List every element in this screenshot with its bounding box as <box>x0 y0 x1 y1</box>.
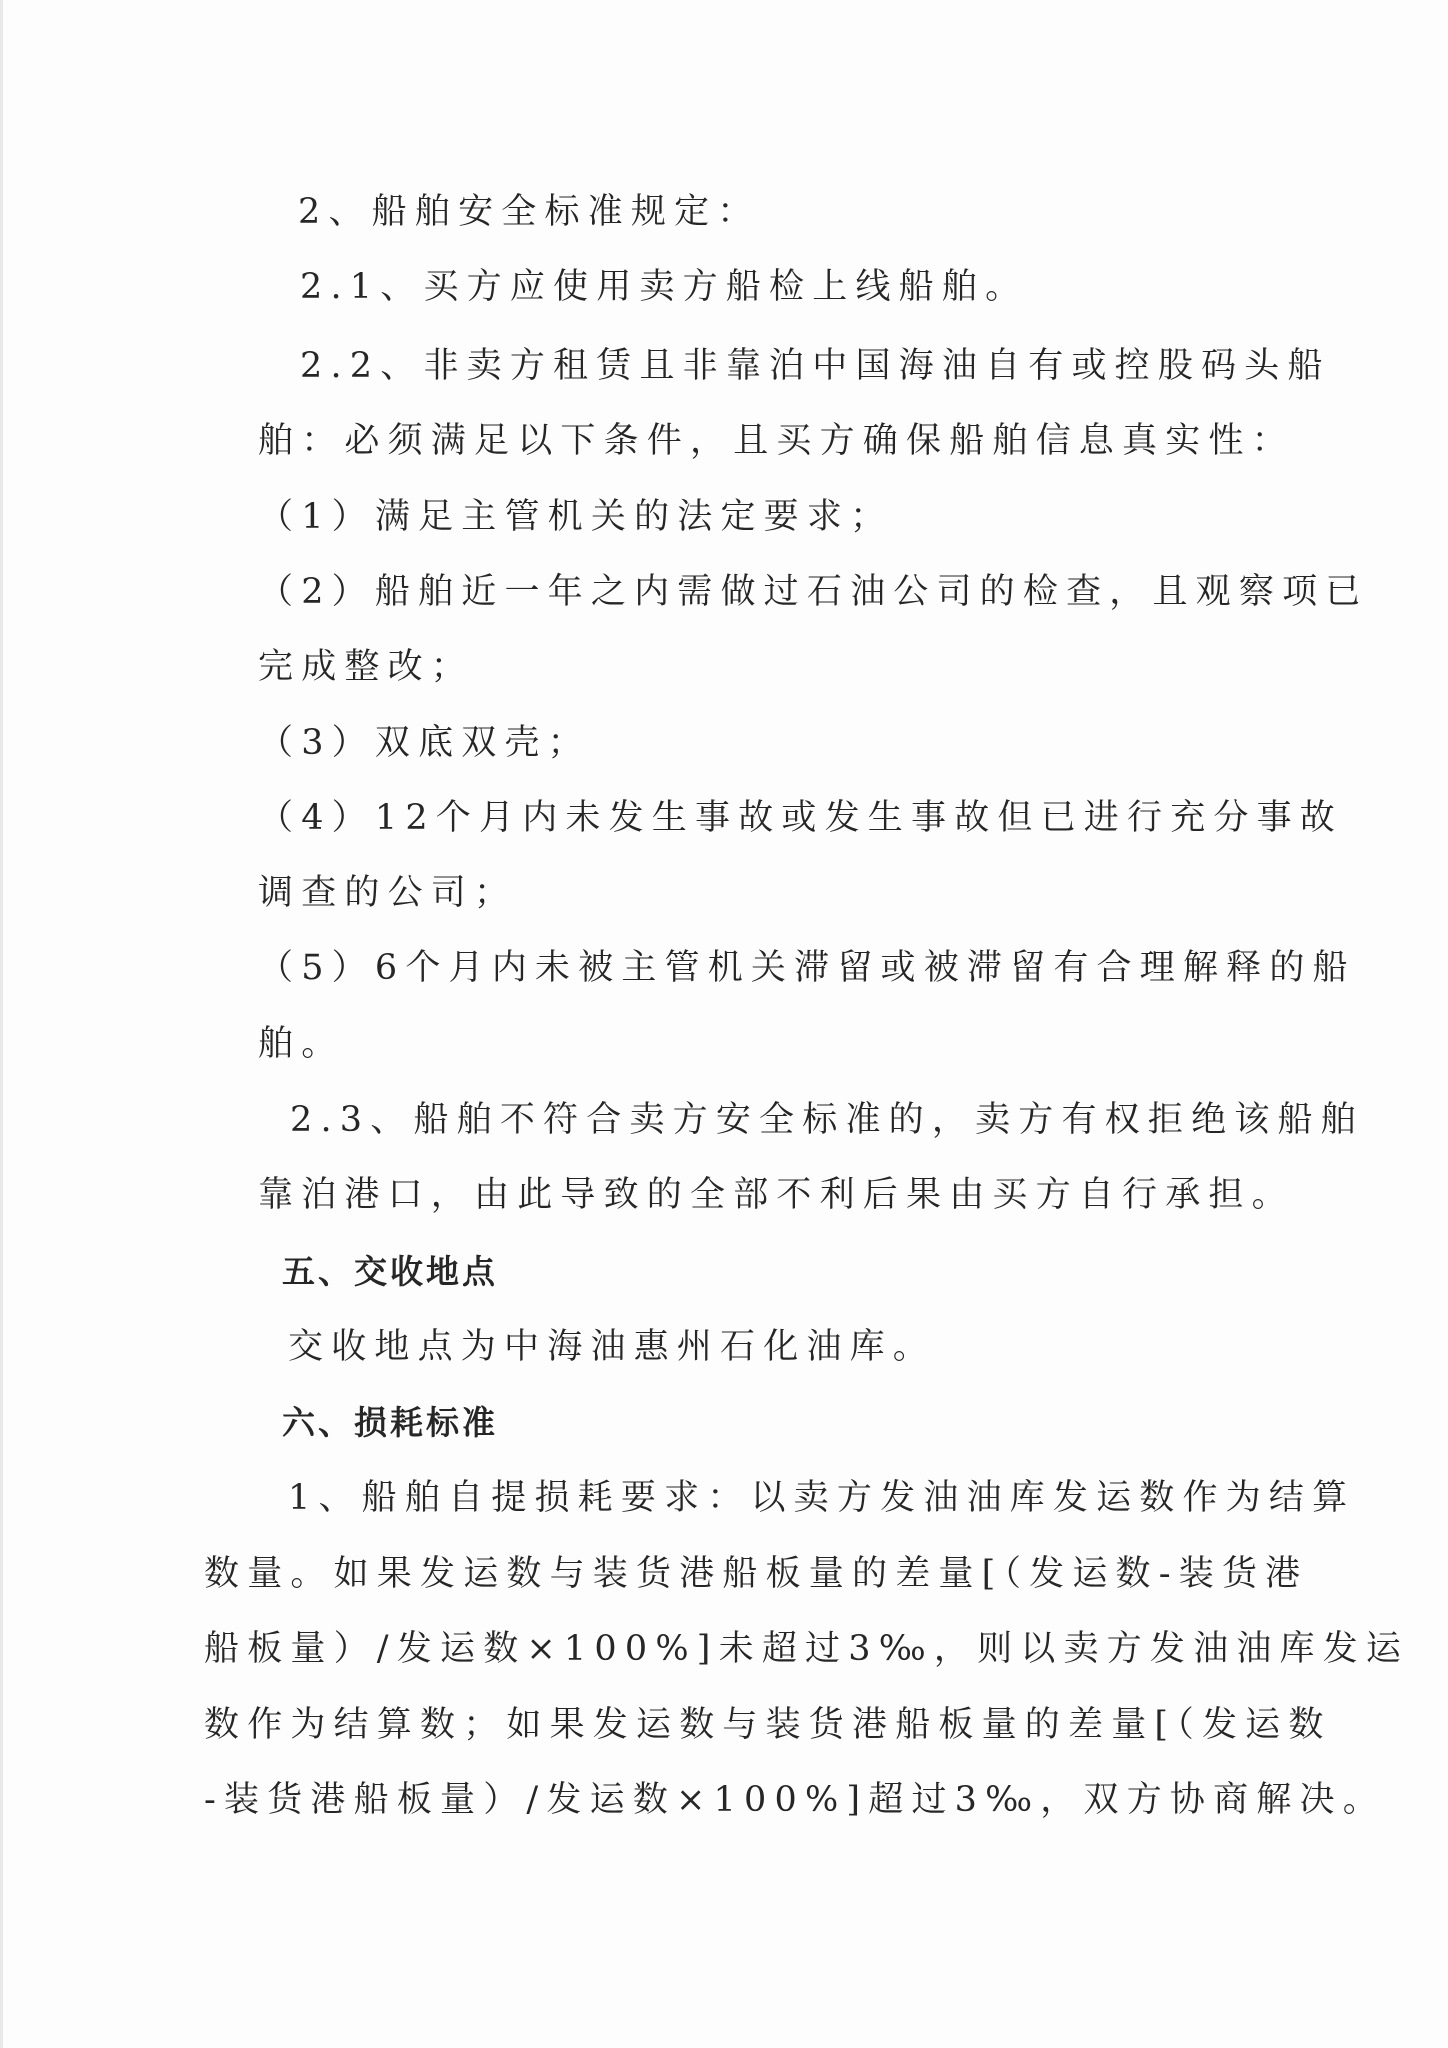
clause-2-2-line-1: 2.2、非卖方租赁且非靠泊中国海油自有或控股码头船 <box>300 346 1331 386</box>
clause-2-2-line-2: 舶：必须满足以下条件，且买方确保船舶信息真实性： <box>258 421 1295 461</box>
condition-3: （3）双底双壳； <box>258 723 591 763</box>
loss-rule-line-3: 船板量）/发运数×100%]未超过3‰，则以卖方发油油库发运 <box>204 1629 1410 1669</box>
loss-rule-line-4: 数作为结算数；如果发运数与装货港船板量的差量[（发运数 <box>204 1705 1332 1745</box>
condition-1: （1）满足主管机关的法定要求； <box>258 497 894 537</box>
clause-2-1: 2.1、买方应使用卖方船检上线船舶。 <box>300 267 1029 307</box>
section-5-heading: 五、交收地点 <box>282 1252 498 1291</box>
clause-2-3-line-2: 靠泊港口，由此导致的全部不利后果由买方自行承担。 <box>258 1175 1295 1215</box>
condition-2-line-1: （2）船舶近一年之内需做过石油公司的检查，且观察项已 <box>258 572 1369 612</box>
condition-4-line-2: 调查的公司； <box>258 873 518 913</box>
loss-rule-line-5: -装货港船板量）/发运数×100%]超过3‰，双方协商解决。 <box>204 1780 1386 1820</box>
clause-2-heading: 2、船舶安全标准规定： <box>298 192 761 232</box>
condition-2-line-2: 完成整改； <box>258 647 475 687</box>
loss-rule-line-2: 数量。如果发运数与装货港船板量的差量[（发运数-装货港 <box>204 1554 1309 1594</box>
condition-5-line-1: （5）6个月内未被主管机关滞留或被滞留有合理解释的船 <box>258 948 1356 988</box>
scan-edge <box>0 0 3 2048</box>
condition-4-line-1: （4）12个月内未发生事故或发生事故但已进行充分事故 <box>258 798 1344 838</box>
condition-5-line-2: 舶。 <box>258 1024 345 1064</box>
section-6-heading: 六、损耗标准 <box>282 1403 498 1442</box>
delivery-location: 交收地点为中海油惠州石化油库。 <box>288 1327 937 1367</box>
clause-2-3-line-1: 2.3、船舶不符合卖方安全标准的，卖方有权拒绝该船舶 <box>290 1100 1364 1140</box>
loss-rule-line-1: 1、船舶自提损耗要求：以卖方发油油库发运数作为结算 <box>288 1478 1356 1518</box>
